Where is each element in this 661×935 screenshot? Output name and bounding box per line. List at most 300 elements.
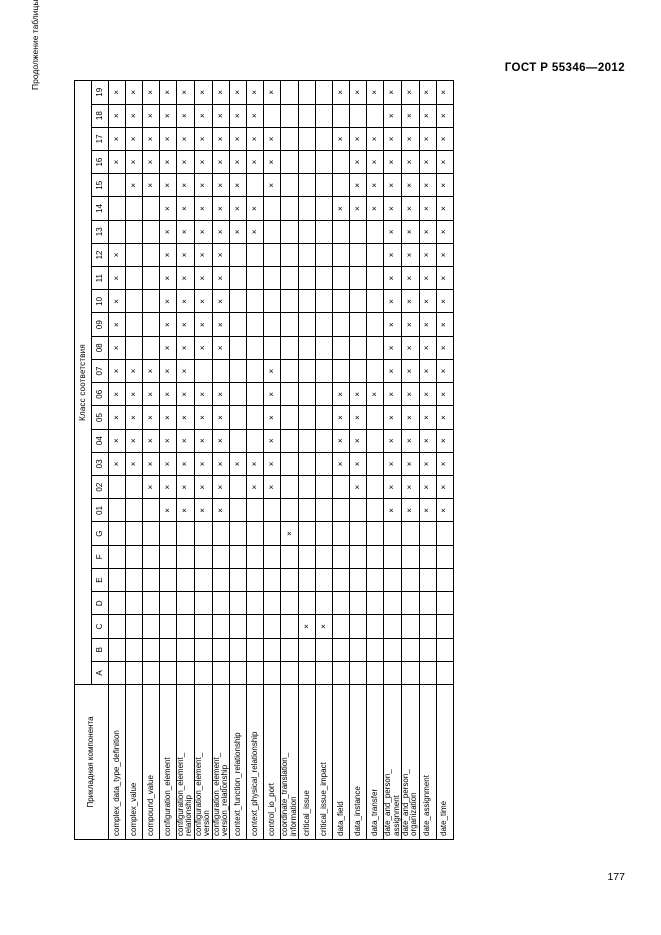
matrix-cell	[316, 174, 333, 197]
matrix-cell	[247, 429, 264, 452]
matrix-cell: ×	[177, 243, 195, 266]
matrix-cell	[367, 592, 384, 615]
matrix-cell: ×	[384, 383, 402, 406]
matrix-cell	[299, 197, 316, 220]
matrix-cell	[264, 104, 281, 127]
matrix-cell: ×	[160, 290, 177, 313]
matrix-cell: ×	[384, 476, 402, 499]
matrix-cell: ×	[384, 174, 402, 197]
matrix-cell: ×	[177, 452, 195, 475]
matrix-cell: ×	[247, 197, 264, 220]
column-group-title: Класс соответствия	[75, 81, 92, 685]
matrix-cell: ×	[194, 127, 212, 150]
matrix-cell: ×	[350, 174, 367, 197]
table-row	[109, 81, 126, 840]
matrix-cell	[281, 476, 299, 499]
matrix-column-header: 06	[92, 383, 109, 406]
matrix-cell	[143, 522, 160, 545]
matrix-cell: ×	[436, 150, 453, 173]
matrix-cell: ×	[247, 127, 264, 150]
matrix-cell	[281, 638, 299, 661]
row-header-title: Прикладная компонента	[75, 685, 109, 840]
matrix-cell	[299, 545, 316, 568]
matrix-cell: ×	[230, 150, 247, 173]
matrix-cell: ×	[419, 290, 436, 313]
matrix-cell: ×	[109, 127, 126, 150]
matrix-cell	[143, 197, 160, 220]
matrix-cell	[212, 522, 230, 545]
matrix-cell: ×	[401, 127, 419, 150]
matrix-cell	[264, 313, 281, 336]
matrix-cell	[299, 499, 316, 522]
matrix-cell: ×	[264, 174, 281, 197]
matrix-cell: ×	[384, 290, 402, 313]
matrix-cell	[401, 661, 419, 684]
matrix-cell: ×	[212, 452, 230, 475]
matrix-head	[75, 81, 109, 840]
matrix-column-header: 01	[92, 499, 109, 522]
matrix-cell: ×	[126, 359, 143, 382]
matrix-cell: ×	[212, 336, 230, 359]
matrix-cell: ×	[436, 197, 453, 220]
matrix-cell	[316, 359, 333, 382]
matrix-cell: ×	[160, 429, 177, 452]
matrix-cell: ×	[384, 150, 402, 173]
matrix-cell	[316, 638, 333, 661]
matrix-cell	[350, 661, 367, 684]
matrix-cell	[264, 499, 281, 522]
matrix-cell	[333, 150, 350, 173]
table-row	[143, 81, 160, 840]
matrix-cell: ×	[350, 383, 367, 406]
matrix-cell	[333, 592, 350, 615]
matrix-cell	[281, 81, 299, 105]
matrix-cell	[299, 104, 316, 127]
matrix-cell: ×	[401, 197, 419, 220]
matrix-cell: ×	[160, 197, 177, 220]
matrix-cell	[160, 661, 177, 684]
matrix-group-row	[75, 81, 92, 840]
matrix-cell	[109, 197, 126, 220]
matrix-cell: ×	[384, 499, 402, 522]
table-row	[264, 81, 281, 840]
matrix-cell	[247, 592, 264, 615]
matrix-cell: ×	[160, 174, 177, 197]
matrix-cell: ×	[264, 429, 281, 452]
matrix-cell: ×	[350, 476, 367, 499]
matrix-cell: ×	[384, 220, 402, 243]
matrix-cell	[194, 592, 212, 615]
matrix-cell: ×	[177, 290, 195, 313]
matrix-cell	[316, 81, 333, 105]
matrix-cell: ×	[212, 174, 230, 197]
matrix-cell	[281, 592, 299, 615]
matrix-cell	[160, 545, 177, 568]
matrix-cell	[384, 661, 402, 684]
matrix-cell: ×	[212, 429, 230, 452]
matrix-cell: ×	[212, 81, 230, 105]
matrix-cell: ×	[160, 243, 177, 266]
matrix-row-label: configuration_element_ version	[194, 685, 212, 840]
matrix-cell: ×	[143, 104, 160, 127]
matrix-cell	[109, 174, 126, 197]
matrix-cell: ×	[194, 197, 212, 220]
matrix-cell	[194, 522, 212, 545]
matrix-cell: ×	[401, 313, 419, 336]
matrix-cell	[264, 243, 281, 266]
matrix-cell: ×	[436, 336, 453, 359]
matrix-cell: ×	[247, 452, 264, 475]
matrix-cell	[316, 290, 333, 313]
matrix-cell: ×	[350, 127, 367, 150]
matrix-cell	[367, 313, 384, 336]
matrix-cell: ×	[230, 127, 247, 150]
matrix-cell: ×	[212, 197, 230, 220]
table-row	[177, 81, 195, 840]
matrix-cell	[299, 243, 316, 266]
matrix-cell: ×	[436, 81, 453, 105]
matrix-cell: ×	[109, 452, 126, 475]
matrix-cell: ×	[212, 499, 230, 522]
matrix-cell	[247, 638, 264, 661]
matrix-cell: ×	[367, 174, 384, 197]
matrix-cell: ×	[194, 81, 212, 105]
matrix-cell	[281, 150, 299, 173]
matrix-cell	[299, 592, 316, 615]
matrix-cell	[367, 499, 384, 522]
matrix-cell: ×	[436, 313, 453, 336]
matrix-cell: ×	[436, 452, 453, 475]
matrix-cell	[194, 638, 212, 661]
matrix-cell: ×	[143, 383, 160, 406]
matrix-cell: ×	[230, 220, 247, 243]
matrix-cell	[126, 661, 143, 684]
matrix-cell: ×	[384, 104, 402, 127]
matrix-cell	[264, 638, 281, 661]
matrix-cell: ×	[264, 150, 281, 173]
matrix-cell: ×	[194, 150, 212, 173]
matrix-cell	[384, 638, 402, 661]
matrix-row-label: control_io_port	[264, 685, 281, 840]
matrix-cell: ×	[436, 476, 453, 499]
matrix-cell	[333, 174, 350, 197]
matrix-cell	[367, 568, 384, 591]
matrix-cell: ×	[401, 406, 419, 429]
matrix-cell	[247, 545, 264, 568]
matrix-cell: ×	[350, 452, 367, 475]
matrix-cell	[230, 429, 247, 452]
matrix-cell	[194, 568, 212, 591]
matrix-cell	[264, 197, 281, 220]
matrix-cell	[143, 220, 160, 243]
matrix-cell: ×	[160, 499, 177, 522]
matrix-cell	[177, 568, 195, 591]
matrix-cell	[230, 383, 247, 406]
matrix-cell: ×	[350, 150, 367, 173]
matrix-row-label: context_physical_relationship	[247, 685, 264, 840]
matrix-cell: ×	[143, 452, 160, 475]
table-continuation-label: Продолжение таблицы	[30, 0, 40, 90]
matrix-cell: ×	[401, 336, 419, 359]
matrix-cell	[299, 81, 316, 105]
matrix-cell: ×	[126, 150, 143, 173]
matrix-cell: ×	[264, 476, 281, 499]
matrix-cell	[367, 267, 384, 290]
matrix-cell	[350, 522, 367, 545]
matrix-cell: ×	[177, 313, 195, 336]
matrix-cell	[316, 545, 333, 568]
matrix-row-label: configuration_element_ version_relationship	[212, 685, 230, 840]
matrix-cell: ×	[436, 429, 453, 452]
matrix-cell	[126, 220, 143, 243]
matrix-cell: ×	[384, 359, 402, 382]
matrix-cell: ×	[160, 104, 177, 127]
matrix-cell: ×	[194, 383, 212, 406]
matrix-cell	[264, 267, 281, 290]
matrix-cell: ×	[143, 174, 160, 197]
matrix-cell	[247, 243, 264, 266]
matrix-cell	[436, 522, 453, 545]
matrix-cell	[247, 615, 264, 638]
matrix-cell: ×	[177, 406, 195, 429]
matrix-cell	[109, 661, 126, 684]
matrix-column-header: 02	[92, 476, 109, 499]
matrix-cell	[177, 615, 195, 638]
matrix-cell	[143, 592, 160, 615]
matrix-cell	[281, 290, 299, 313]
matrix-cell: ×	[419, 313, 436, 336]
matrix-cell: ×	[333, 81, 350, 105]
matrix-cell	[281, 406, 299, 429]
matrix-cell	[247, 174, 264, 197]
matrix-cell: ×	[109, 336, 126, 359]
matrix-cell: ×	[384, 452, 402, 475]
matrix-cell	[419, 638, 436, 661]
matrix-cell	[367, 661, 384, 684]
matrix-cell: ×	[419, 220, 436, 243]
matrix-row-label: coordinate_translation_ information	[281, 685, 299, 840]
matrix-cell	[143, 267, 160, 290]
matrix-cell: ×	[230, 174, 247, 197]
matrix-cell	[367, 104, 384, 127]
matrix-cell: ×	[177, 197, 195, 220]
matrix-cell: ×	[194, 406, 212, 429]
matrix-cell: ×	[212, 104, 230, 127]
matrix-cell	[316, 336, 333, 359]
matrix-cell: ×	[230, 197, 247, 220]
matrix-cell	[212, 568, 230, 591]
matrix-cell: ×	[264, 81, 281, 105]
table-row	[194, 81, 212, 840]
matrix-cell: ×	[194, 174, 212, 197]
matrix-column-header: 15	[92, 174, 109, 197]
matrix-cell: ×	[194, 243, 212, 266]
matrix-row-label: date_and_person_ assignment	[384, 685, 402, 840]
matrix-cell: ×	[194, 476, 212, 499]
matrix-cell: ×	[194, 267, 212, 290]
matrix-cell	[230, 638, 247, 661]
matrix-cell: ×	[419, 499, 436, 522]
matrix-cell: ×	[384, 336, 402, 359]
matrix-cell	[212, 638, 230, 661]
matrix-cell	[109, 568, 126, 591]
matrix-cell: ×	[126, 127, 143, 150]
matrix-cell: ×	[212, 476, 230, 499]
matrix-cell	[333, 267, 350, 290]
matrix-cell	[281, 383, 299, 406]
matrix-cell: ×	[109, 290, 126, 313]
page-number: 177	[607, 871, 625, 883]
matrix-cell	[264, 290, 281, 313]
matrix-cell	[126, 638, 143, 661]
matrix-cell	[299, 359, 316, 382]
matrix-cell	[333, 220, 350, 243]
matrix-cell	[281, 359, 299, 382]
matrix-cell	[367, 476, 384, 499]
matrix-cell: ×	[281, 522, 299, 545]
matrix-cell: ×	[436, 406, 453, 429]
matrix-cell	[281, 615, 299, 638]
matrix-cell	[143, 661, 160, 684]
matrix-cell: ×	[401, 267, 419, 290]
matrix-cell	[143, 336, 160, 359]
matrix-cell	[333, 290, 350, 313]
matrix-cell	[230, 359, 247, 382]
matrix-cell: ×	[401, 81, 419, 105]
matrix-cell: ×	[419, 406, 436, 429]
table-row	[212, 81, 230, 840]
matrix-cell	[264, 568, 281, 591]
matrix-column-header: 14	[92, 197, 109, 220]
matrix-column-header: 04	[92, 429, 109, 452]
matrix-cell: ×	[419, 359, 436, 382]
matrix-row-label: date_and_person_ organization	[401, 685, 419, 840]
matrix-column-header: 12	[92, 243, 109, 266]
matrix-cell: ×	[177, 429, 195, 452]
matrix-cell	[333, 243, 350, 266]
matrix-cell	[384, 592, 402, 615]
matrix-cell: ×	[436, 359, 453, 382]
matrix-cell: ×	[401, 150, 419, 173]
matrix-cell	[419, 661, 436, 684]
matrix-cell	[333, 638, 350, 661]
matrix-cell: ×	[384, 81, 402, 105]
matrix-cell: ×	[212, 127, 230, 150]
matrix-cell	[333, 104, 350, 127]
matrix-cell	[401, 638, 419, 661]
matrix-cell	[316, 452, 333, 475]
matrix-cell	[316, 522, 333, 545]
matrix-cell	[264, 522, 281, 545]
matrix-cell: ×	[436, 174, 453, 197]
table-row	[247, 81, 264, 840]
matrix-cell	[367, 545, 384, 568]
matrix-cell	[299, 476, 316, 499]
matrix-cell	[350, 336, 367, 359]
matrix-cell: ×	[109, 429, 126, 452]
matrix-cell	[230, 545, 247, 568]
matrix-cell: ×	[419, 429, 436, 452]
matrix-cell	[126, 615, 143, 638]
matrix-cell: ×	[109, 406, 126, 429]
matrix-cell	[384, 545, 402, 568]
matrix-cell: ×	[401, 359, 419, 382]
matrix-cell	[281, 499, 299, 522]
matrix-cell: ×	[384, 313, 402, 336]
matrix-cell: ×	[419, 127, 436, 150]
matrix-cell	[109, 220, 126, 243]
matrix-cell	[281, 452, 299, 475]
matrix-cell: ×	[401, 174, 419, 197]
matrix-cell: ×	[177, 499, 195, 522]
matrix-table	[74, 80, 454, 840]
matrix-row-label: date_time	[436, 685, 453, 840]
matrix-row-label: critical_issue_impact	[316, 685, 333, 840]
matrix-cell: ×	[264, 127, 281, 150]
matrix-cell	[299, 336, 316, 359]
matrix-cell	[299, 127, 316, 150]
matrix-cell	[350, 243, 367, 266]
matrix-cell: ×	[419, 243, 436, 266]
matrix-cell	[281, 127, 299, 150]
matrix-cell: ×	[143, 476, 160, 499]
matrix-cell	[367, 615, 384, 638]
matrix-cell	[316, 429, 333, 452]
matrix-cell: ×	[194, 313, 212, 336]
matrix-column-header: 17	[92, 127, 109, 150]
matrix-cell: ×	[212, 313, 230, 336]
matrix-cell: ×	[194, 429, 212, 452]
matrix-cell	[247, 383, 264, 406]
matrix-cell	[230, 661, 247, 684]
matrix-column-header: 03	[92, 452, 109, 475]
matrix-cell	[419, 592, 436, 615]
matrix-column-header: 13	[92, 220, 109, 243]
matrix-cell: ×	[160, 336, 177, 359]
matrix-cell	[316, 267, 333, 290]
matrix-cell: ×	[143, 359, 160, 382]
matrix-cell: ×	[109, 267, 126, 290]
matrix-cell	[333, 336, 350, 359]
matrix-cell: ×	[316, 615, 333, 638]
matrix-column-header: A	[92, 661, 109, 684]
matrix-cell	[194, 545, 212, 568]
matrix-cell: ×	[264, 383, 281, 406]
table-row	[316, 81, 333, 840]
matrix-cell	[333, 568, 350, 591]
matrix-row-label: configuration_element_ relationship	[177, 685, 195, 840]
matrix-cell	[247, 522, 264, 545]
matrix-cell: ×	[384, 267, 402, 290]
matrix-cell	[230, 476, 247, 499]
matrix-cell	[367, 406, 384, 429]
matrix-cell: ×	[401, 290, 419, 313]
matrix-cell: ×	[160, 476, 177, 499]
matrix-cell	[177, 661, 195, 684]
matrix-cell: ×	[419, 81, 436, 105]
matrix-cell: ×	[436, 290, 453, 313]
matrix-cell	[109, 499, 126, 522]
matrix-cell: ×	[160, 313, 177, 336]
matrix-cell: ×	[177, 81, 195, 105]
table-row	[299, 81, 316, 840]
matrix-cell	[333, 545, 350, 568]
matrix-cell	[143, 290, 160, 313]
matrix-cell	[247, 290, 264, 313]
matrix-cell: ×	[350, 197, 367, 220]
matrix-cell	[126, 568, 143, 591]
matrix-cell	[109, 522, 126, 545]
